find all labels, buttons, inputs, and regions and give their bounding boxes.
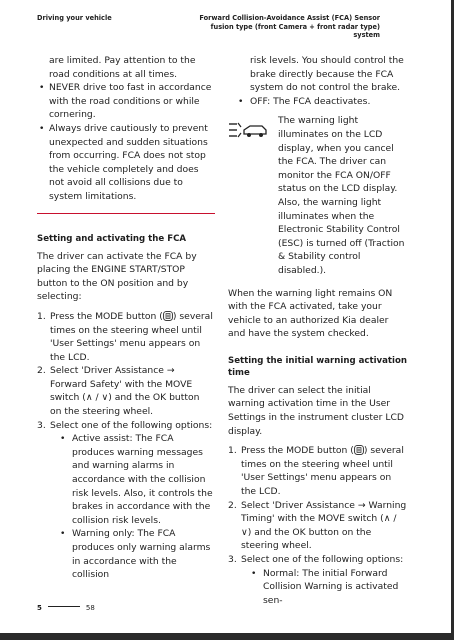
step-item: [37, 310, 213, 364]
right-column: [228, 54, 408, 607]
page-number: 58: [85, 604, 95, 612]
step-text: ) several times on the steering wheel until 'User Settings' menu appears on the LCD.: [50, 310, 213, 363]
warning-light-block: [228, 114, 408, 277]
header-right-line: fusion type (front Camera + front radar type): [210, 22, 380, 31]
step-text: Press the MODE button (: [241, 445, 354, 457]
bullet-item: • NEVER drive too fast in accordance with the road conditions or while cornering.: [37, 81, 213, 122]
page-footer: [37, 604, 95, 613]
step-number: 3.: [37, 419, 46, 431]
running-header-left: Driving your vehicle: [37, 14, 112, 22]
option-list: [228, 95, 408, 109]
steps-list: [228, 444, 408, 607]
header-right-line: system: [353, 31, 380, 40]
mode-button-icon: [354, 445, 364, 455]
step-item: [228, 444, 408, 498]
option-list: [50, 432, 213, 582]
checkup-text: When the warning light remains ON with the FCA activated, take your vehicle to an authorized Kia dealer and have the system checked.: [228, 287, 393, 340]
step-item: [37, 419, 213, 582]
steps-list: [37, 310, 213, 582]
warning-bullet-list: [37, 81, 213, 203]
option-item: • OFF: The FCA deactivates.: [228, 95, 408, 109]
step-number: 1.: [37, 310, 46, 322]
step-number: 2.: [37, 365, 46, 377]
section-intro: The driver can select the initial warning activation time in the User Settings in the instrument cluster LCD display.: [228, 384, 404, 437]
continued-text: risk levels. You should control the brake directly because the FCA system do not control the brake.: [250, 55, 404, 94]
step-item: [228, 499, 408, 553]
section-title: Setting the initial warning activation time: [228, 355, 408, 378]
option-item: • Active assist: The FCA produces warning messages and warning alarms in accordance with the collision risk levels. Also, it controls the brakes in accordance with the collision risk levels.: [50, 432, 213, 527]
step-item: [228, 553, 408, 607]
bullet-item: • Always drive cautiously to prevent unexpected and sudden situations from occurring. FCA does not stop the vehicle completely and does not avoid all collisions due to system limitations.: [37, 122, 213, 204]
step-number: 3.: [228, 554, 237, 565]
step-text: Select one of the following options:: [50, 419, 213, 431]
step-text: Select one of the following options:: [241, 554, 404, 565]
step-number: 1.: [228, 445, 237, 457]
continued-text: are limited. Pay attention to the road conditions at all times.: [49, 55, 196, 80]
section-intro: The driver can activate the FCA by placing the ENGINE START/STOP button to the ON position and by selecting:: [37, 250, 197, 303]
option-list: [241, 567, 408, 608]
page-edge-bottom: [0, 633, 454, 640]
footer-rule: [48, 606, 80, 607]
option-item: • Normal: The initial Forward Collision Warning is activated sen-: [241, 567, 408, 608]
step-number: 2.: [228, 499, 237, 511]
chapter-number: 5: [37, 604, 42, 612]
section-divider: [37, 213, 215, 214]
running-header-right: [160, 14, 380, 40]
section-title: Setting and activating the FCA: [37, 233, 187, 244]
warning-light-text: The warning light illuminates on the LCD display, when you cancel the FCA. The driver can monitor the FCA ON/OFF status on the LCD display. Also, the warning light illuminates when the Electronic Stability Control (ESC) is turned off (Traction & Stability control disabled.).: [278, 115, 405, 276]
step-text: Select 'Driver Assistance → Warning Timing' with the MOVE switch (∧ / ∨) and the OK button on the steering wheel.: [241, 499, 407, 552]
header-right-line: Forward Collision-Avoidance Assist (FCA) Sensor: [199, 14, 380, 22]
step-text: Press the MODE button (: [50, 310, 163, 322]
left-column: [37, 54, 213, 582]
fca-warning-light-icon: [228, 118, 268, 142]
step-item: [37, 364, 213, 418]
step-text: ) several times on the steering wheel until 'User Settings' menu appears on the LCD.: [241, 445, 404, 498]
step-text: Select 'Driver Assistance → Forward Safety' with the MOVE switch (∧ / ∨) and the OK button on the steering wheel.: [50, 365, 200, 418]
mode-button-icon: [163, 311, 173, 321]
option-item: • Warning only: The FCA produces only warning alarms in accordance with the collision: [50, 527, 213, 581]
